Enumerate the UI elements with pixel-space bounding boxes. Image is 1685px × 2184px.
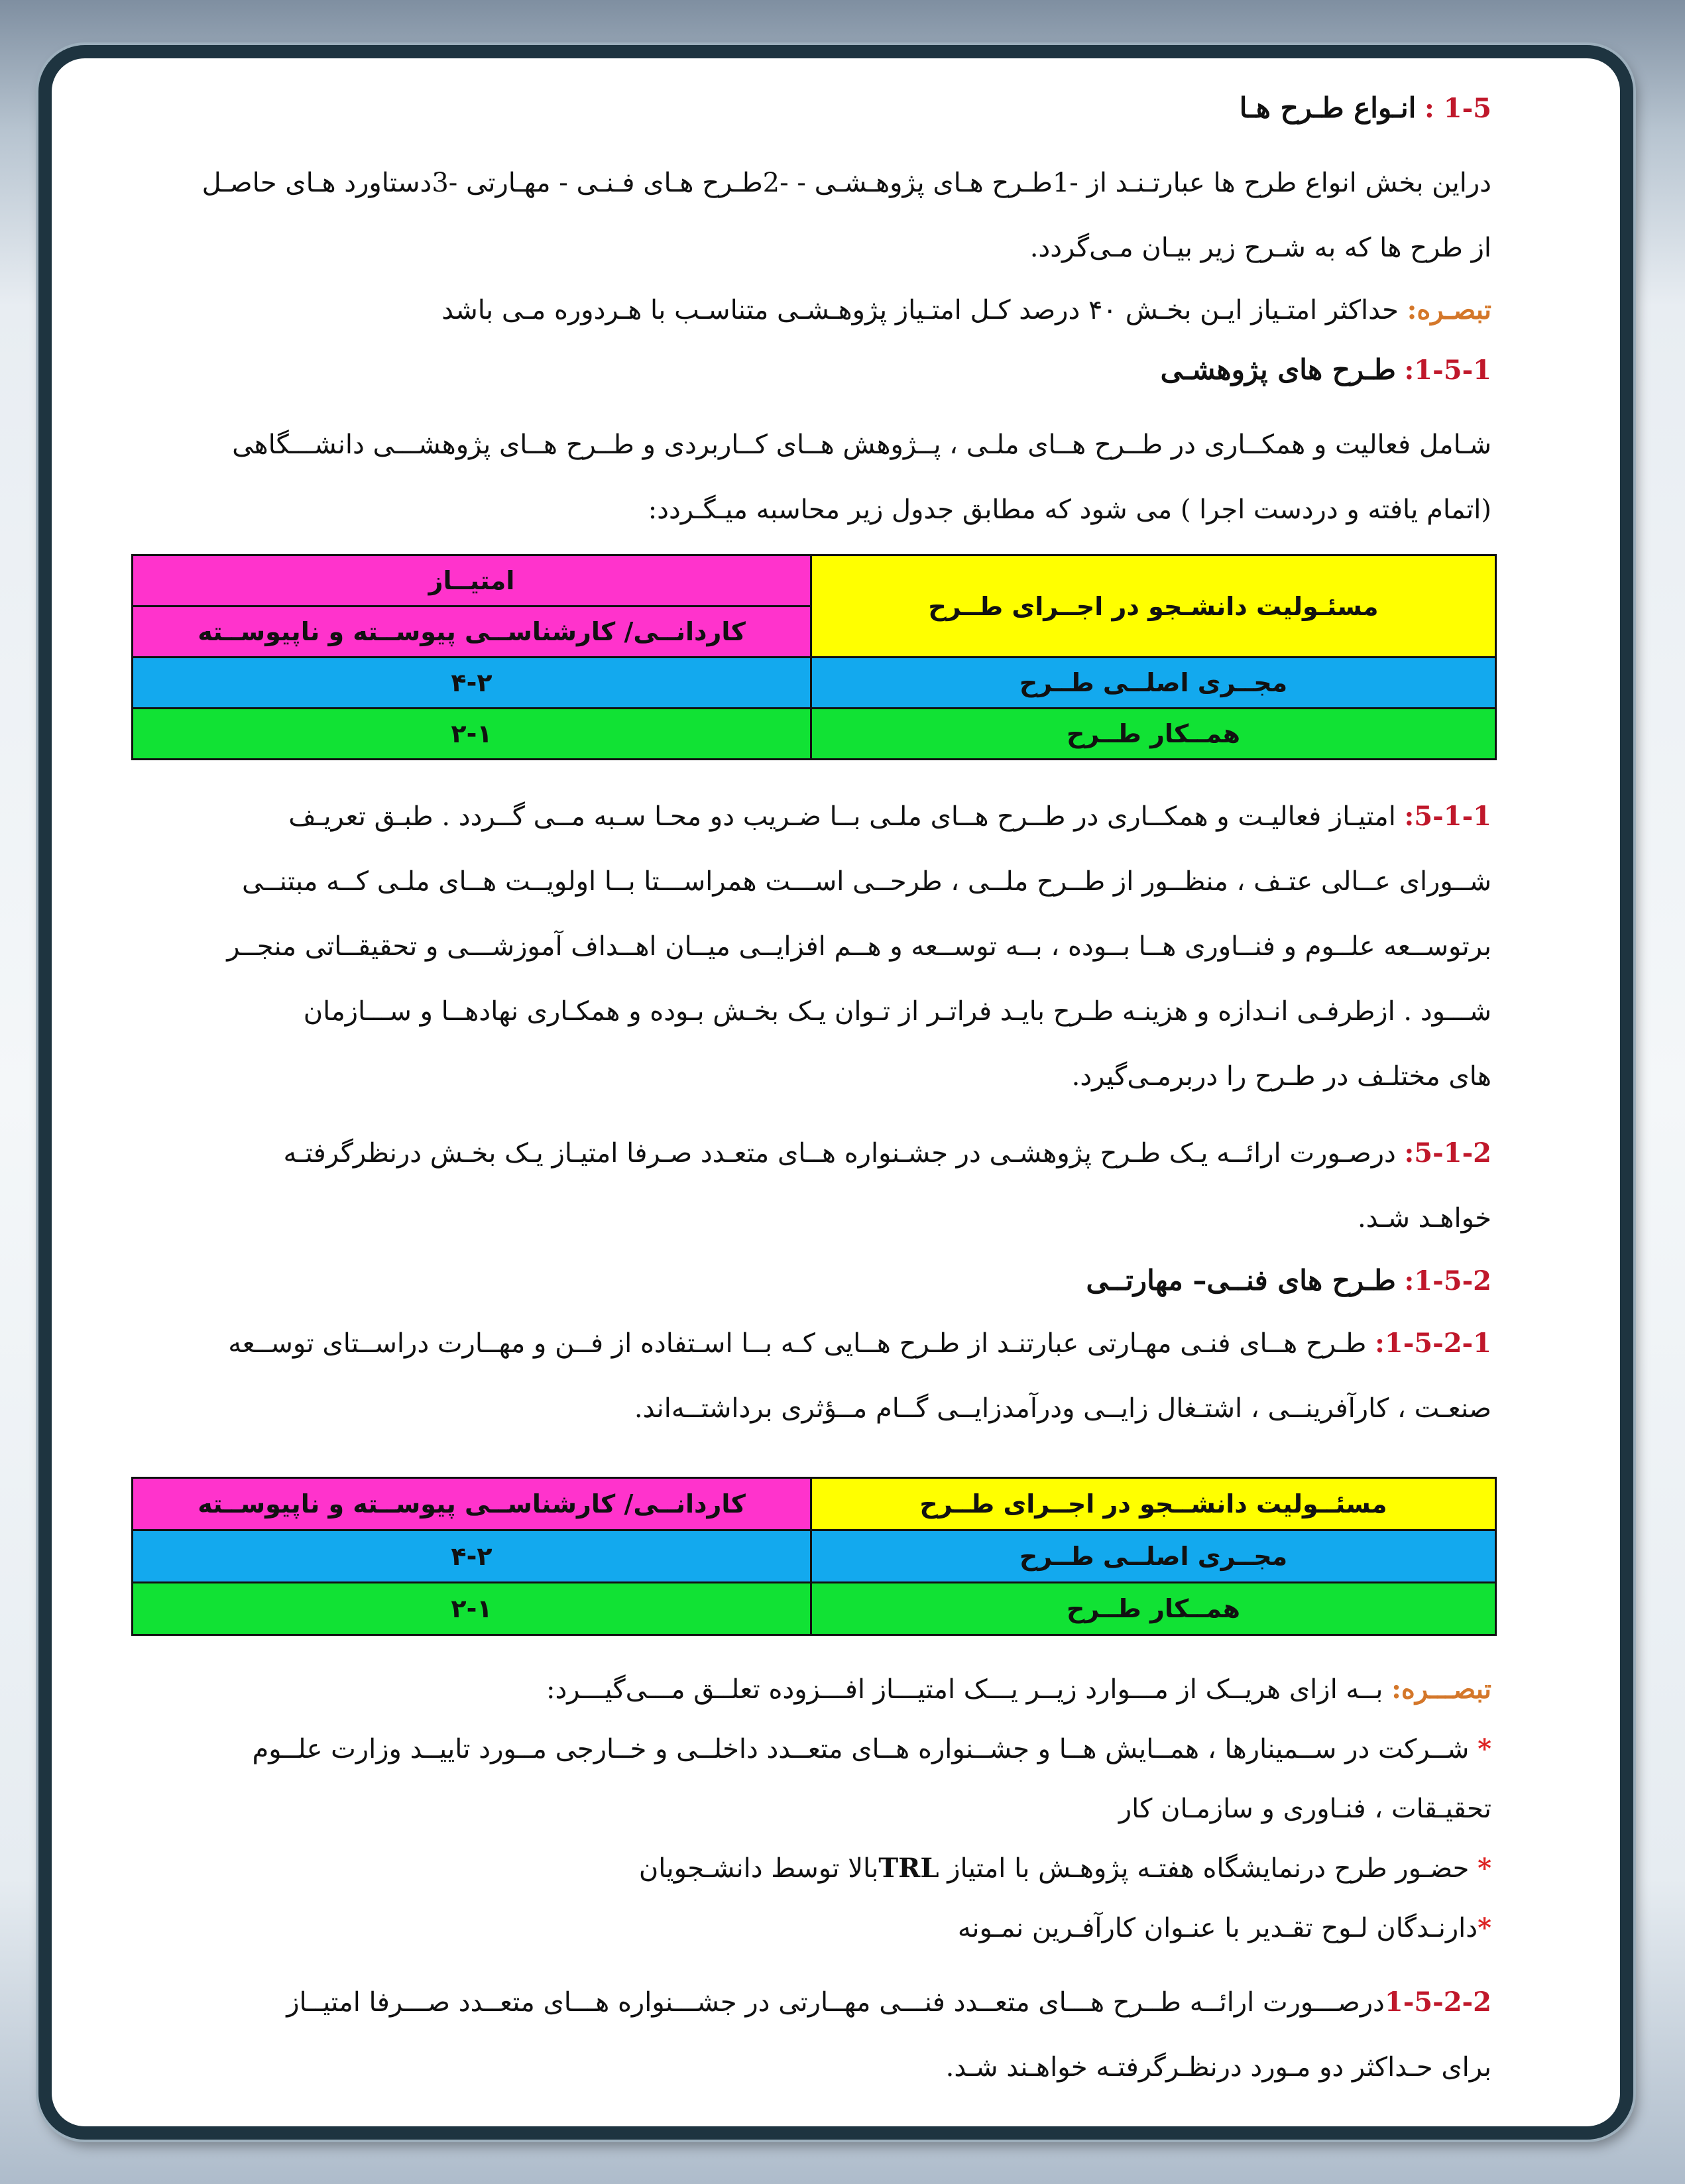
section-title: طـرح های پژوهشـی xyxy=(1160,353,1396,386)
paragraph-line: امتیـاز فعالیـت و همکــاری در طــرح هــای ملـی بــا ضـریب دو محـا سـبه مــی گــردد . طبـق تعریـف xyxy=(288,801,1405,832)
research-paragraph xyxy=(126,412,1491,542)
section-heading-1-5 xyxy=(126,78,1491,139)
paragraph-line: طـرح هــای فنـی مهـارتی عبارتنـد از طـرح هــایی کـه بــا اسـتفاده از فــن و مهــارت دراســتای توســعه xyxy=(228,1328,1375,1359)
list-item xyxy=(126,1839,1491,1898)
table-cell-role: مجــری اصلــی طــرح xyxy=(811,1530,1496,1583)
section-number: 5-1-1: xyxy=(1404,801,1491,832)
score-table-research xyxy=(131,554,1497,760)
paragraph-5-1-2 xyxy=(126,1121,1491,1251)
list-item-text: شــرکت در ســمینارها ، همــایش هــا و جشــنواره هــای متعــدد داخلــی و خــارجی مــورد تاییــد وزارت علــوم xyxy=(252,1734,1478,1764)
paragraph-line: درصـورت ارائــه یـک طـرح پژوهشـی در جشـنواره هــای متعـدد صـرفا امتیـاز یـک بخـش درنظرگرفتـه xyxy=(283,1138,1405,1169)
paragraph-line: شـــود . ازطرفـی انـدازه و هزینـه طـرح بایـد فراتـر از تـوان یـک بخـش بـوده و همکـاری نهادهــا و ســـازمان xyxy=(303,996,1491,1027)
intro-line: دراین بخش انواع طرح ها عبارتـنـد از -1طـرح هـای پژوهـشـی - -2طـرح هـای فـنـی - مهـارتی -3دستاورد هـای حاصـل xyxy=(202,168,1491,198)
paragraph-line: (اتمام یافته و دردست اجرا ) می شود که مطابق جدول زیر محاسبه میـگـردد: xyxy=(648,494,1491,525)
table-header-score: امتیــاز xyxy=(133,555,811,606)
section-number: 1-5-2: xyxy=(1404,1265,1491,1296)
section-heading-1-5-2 xyxy=(126,1251,1491,1311)
note-label: تبصـــره: xyxy=(1391,1674,1491,1705)
section-number: 1-5-1: xyxy=(1404,355,1491,386)
list-item-trl: TRL xyxy=(878,1853,939,1884)
section-number: 1-5 : xyxy=(1424,93,1491,124)
paragraph-line: درصـــورت ارائــه طــرح هـــای متعــدد فنـــی مهــارتی در جشـــنواره هـــای متعــدد صـــرفا امتیــاز xyxy=(286,1987,1385,2018)
section-number: 5-1-2: xyxy=(1404,1137,1491,1169)
list-item xyxy=(126,1898,1491,1958)
paragraph-line: برتوســعه علــوم و فنــاوری هــا بــوده ، بــه توســعه و هــم افزایــی میــان اهــداف آموزشـــی و تحقیقــاتی منجــر xyxy=(227,931,1491,962)
section-heading-1-5-1 xyxy=(126,340,1491,400)
paragraph-5-1-1 xyxy=(126,784,1491,1109)
note-paragraph xyxy=(126,1660,1491,1719)
note-text: حداکثر امتـیاز ایـن بخـش ۴۰ درصد کـل امتـیاز پژوهـشـی متناسـب با هـردوره مـی باشد xyxy=(441,295,1399,325)
section-number: 1-5-2-1: xyxy=(1375,1328,1491,1359)
table-header-degree: کاردانــی/ کارشناســی پیوســته و ناپیوســته xyxy=(133,1478,811,1530)
bullet-star-icon: * xyxy=(1478,1912,1491,1943)
bullet-star-icon: * xyxy=(1478,1853,1491,1884)
note-text: بــه ازای هریــک از مـــوارد زیــر یـــک امتیـــاز افـــزوده تعلــق مـــی‌گیـــرد: xyxy=(546,1674,1383,1705)
table-cell-role: همــکار طــرح xyxy=(811,709,1496,760)
list-item xyxy=(126,1719,1491,1839)
table-cell-role: مجــری اصلــی طــرح xyxy=(811,658,1496,709)
paragraph-1-5-2-2 xyxy=(126,1970,1491,2100)
table-header-degree: کاردانــی/ کارشناســی پیوســته و ناپیوســته xyxy=(133,606,811,658)
list-item-text: بالا توسط دانشـجویان xyxy=(638,1853,879,1884)
paragraph-line: خواهـد شـد. xyxy=(1358,1203,1491,1234)
list-item-text: تحقیـقات ، فنـاوری و سازمـان کار xyxy=(1118,1794,1491,1824)
paragraph-line: شـامل فعالیت و همکــاری در طــرح هــای ملـی ، پــژوهش هــای کــاربردی و طــرح هــای پژوهشـــی دانشـــگاهی xyxy=(232,430,1491,460)
paragraph-line: صنعـت ، کارآفرینــی ، اشتـغال زایــی ودرآمدزایــی گــام مــؤثری برداشتــه‌اند. xyxy=(634,1393,1491,1424)
section-title: انـواع طـرح هـا xyxy=(1239,91,1417,124)
paragraph-line: شــورای عــالی عتـف ، منظــور از طــرح ملــی ، طرحــی اســـت همراســـتا بــا اولویــت هــای ملـی کــه مبتنــی xyxy=(242,866,1491,897)
table-cell-role: همــکار طــرح xyxy=(811,1583,1496,1635)
intro-paragraph xyxy=(126,150,1491,280)
section-number: 1-5-2-2 xyxy=(1384,1986,1491,2018)
table-header-responsibility: مسئـولیت دانشـجو در اجــرای طــرح xyxy=(811,555,1496,658)
paragraph-line: برای حـداکثر دو مـورد درنظـرگرفتـه خواهـند شـد. xyxy=(945,2052,1491,2083)
paragraph-1-5-2-1 xyxy=(126,1311,1491,1441)
list-item-text: دارنـدگان لـوح تقـدیر با عنـوان کارآفـرین نمـونه xyxy=(957,1913,1478,1943)
table-cell-score: ۲-۱ xyxy=(133,1583,811,1635)
document-body xyxy=(126,78,1491,2100)
section-title: طـرح های فنــی– مهارتــی xyxy=(1086,1264,1396,1296)
note-paragraph xyxy=(126,280,1491,340)
table-header-responsibility: مسئــولیت دانشــجو در اجــرای طــرح xyxy=(811,1478,1496,1530)
table-cell-score: ۴-۲ xyxy=(133,1530,811,1583)
bullet-star-icon: * xyxy=(1478,1733,1491,1764)
list-item-text: حضـور طرح درنمایشگاه هفتـه پژوهـش با امتیاز xyxy=(939,1853,1478,1884)
paragraph-line: های مختلـف در طـرح را دربرمـی‌گیرد. xyxy=(1071,1061,1491,1092)
score-table-skill xyxy=(131,1477,1497,1636)
table-cell-score: ۴-۲ xyxy=(133,658,811,709)
intro-line: از طرح ها که به شـرح زیر بیـان مـی‌گردد. xyxy=(1029,233,1491,263)
table-cell-score: ۲-۱ xyxy=(133,709,811,760)
note-label: تبصـره: xyxy=(1407,294,1491,325)
